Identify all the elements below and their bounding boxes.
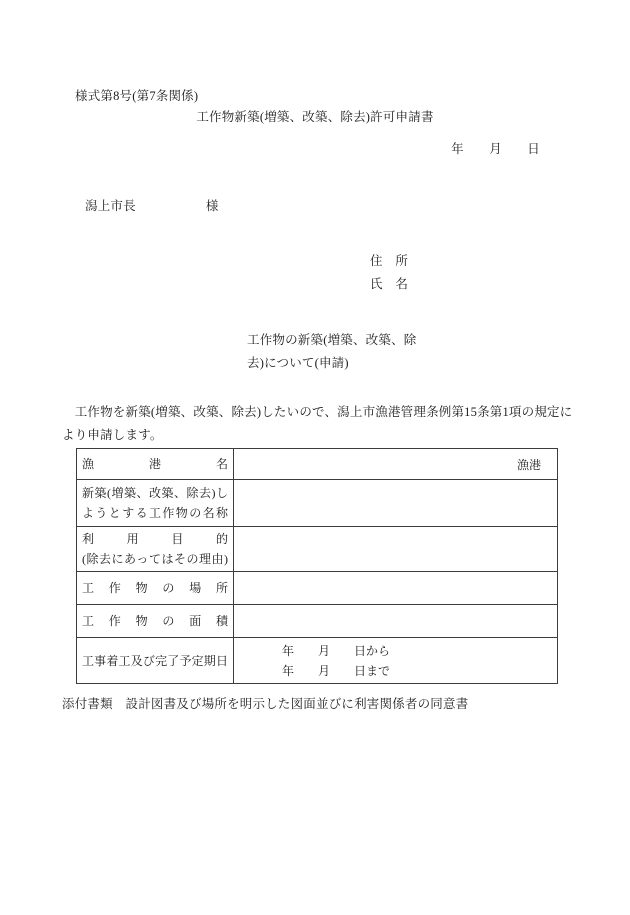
applicant-block bbox=[370, 250, 408, 296]
row-label-cell bbox=[77, 572, 234, 605]
subject-block bbox=[247, 329, 416, 375]
row-value-cell bbox=[234, 527, 558, 572]
row-label: 工事着工及び完了予定期日 bbox=[82, 653, 228, 668]
recipient-honorific: 様 bbox=[205, 199, 219, 213]
recipient-name: 潟上市長 bbox=[85, 199, 136, 213]
table-row-schedule bbox=[77, 638, 558, 684]
date-line: 年 月 日 bbox=[451, 142, 540, 156]
application-table bbox=[76, 448, 558, 684]
row-value-cell bbox=[234, 605, 558, 638]
row-label-cell bbox=[77, 605, 234, 638]
row-label-cell bbox=[77, 527, 234, 572]
body-line: 工作物を新築(増築、改築、除去)したいので、潟上市漁港管理条例第15条第1項の規定に bbox=[62, 405, 573, 419]
applicant-name-label: 氏 名 bbox=[370, 277, 409, 291]
subject-line: 工作物の新築(増築、改築、除 bbox=[247, 333, 417, 347]
schedule-to: 年 月 日まで bbox=[282, 663, 391, 678]
row-label: 漁 港 名 bbox=[82, 457, 228, 471]
table-row-structure-name bbox=[77, 480, 558, 527]
row-label-cell bbox=[77, 449, 234, 480]
table-row-purpose bbox=[77, 527, 558, 572]
document-title: 工作物新築(増築、改築、除去)許可申請書 bbox=[196, 110, 434, 124]
body-line: より申請します。 bbox=[62, 428, 163, 442]
row-value-cell bbox=[234, 480, 558, 527]
table-row-area bbox=[77, 605, 558, 638]
row-value-cell bbox=[234, 449, 558, 480]
subject-line: 去)について(申請) bbox=[247, 356, 349, 370]
row-label-cell bbox=[77, 638, 234, 684]
row-label: 新築(増築、改築、除去)し bbox=[82, 486, 228, 500]
form-number: 様式第8号(第7条関係) bbox=[75, 89, 199, 103]
table-row-location bbox=[77, 572, 558, 605]
row-label: (除去にあってはその理由) bbox=[82, 552, 228, 566]
row-label: 利 用 目 的 bbox=[82, 532, 228, 546]
attachments-note: 添付書類 設計図書及び場所を明示した図面並びに利害関係者の同意書 bbox=[62, 697, 469, 711]
row-label-cell bbox=[77, 480, 234, 527]
recipient-line bbox=[85, 196, 219, 214]
schedule-from: 年 月 日から bbox=[282, 643, 391, 658]
row-value-cell bbox=[234, 572, 558, 605]
body-paragraph bbox=[62, 401, 572, 447]
row-label: 工 作 物 の 場 所 bbox=[82, 581, 228, 595]
row-label: ようとする工作物の名称 bbox=[82, 506, 228, 520]
applicant-address-label: 住 所 bbox=[370, 254, 409, 268]
row-value: 漁港 bbox=[516, 457, 541, 472]
row-label: 工 作 物 の 面 積 bbox=[82, 614, 228, 628]
row-value-cell bbox=[234, 638, 558, 684]
table-row-fishing-port-name bbox=[77, 449, 558, 480]
